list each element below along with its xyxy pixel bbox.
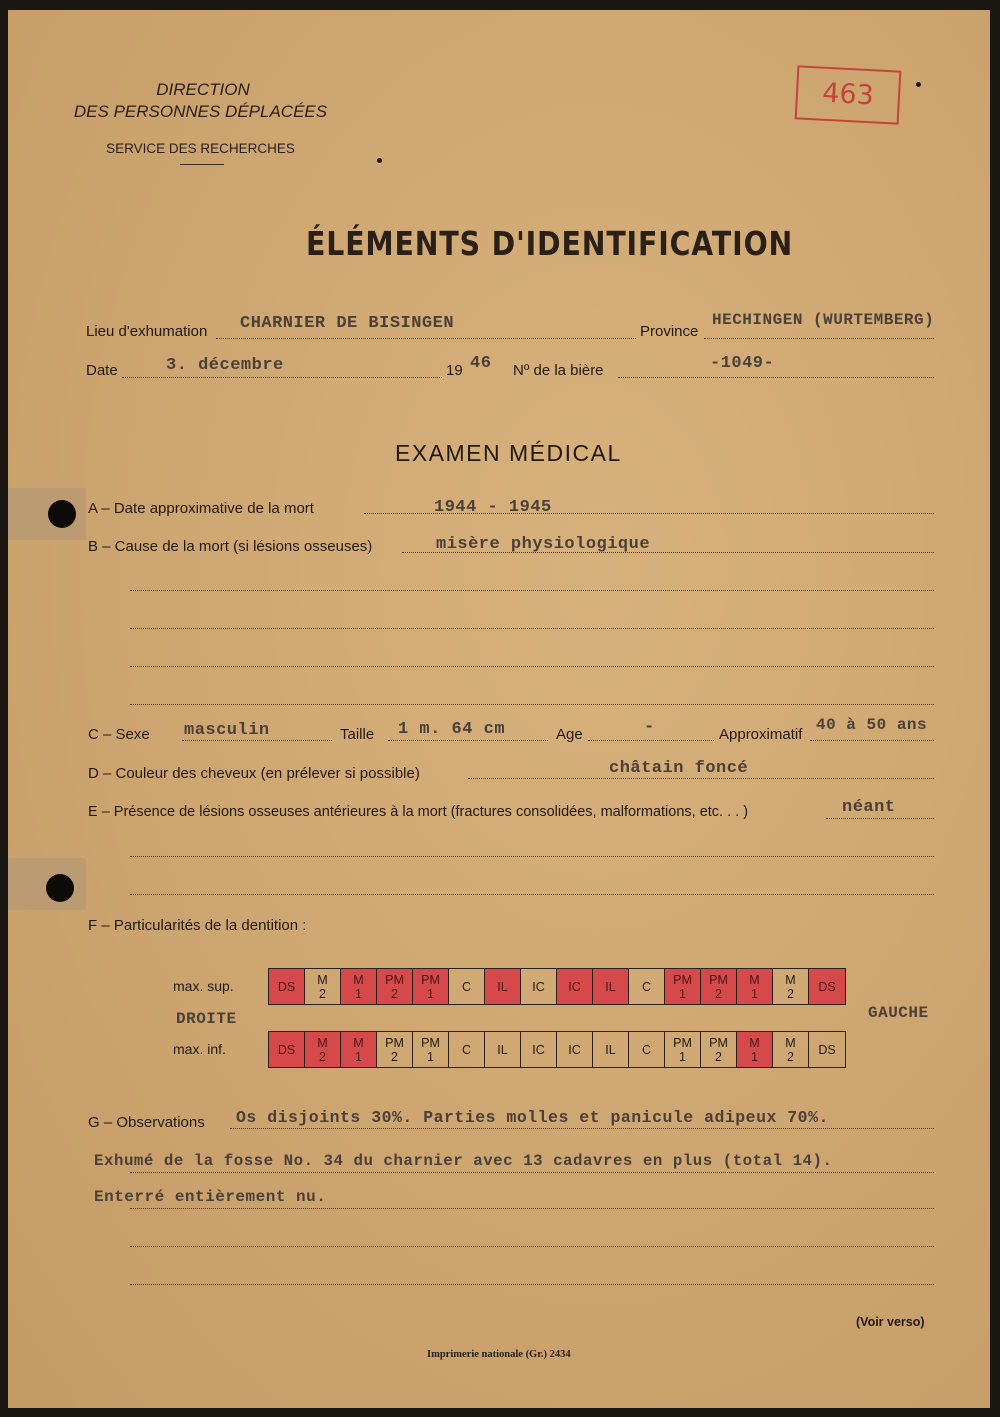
tooth-code: M [317, 1035, 328, 1050]
lower-tooth [485, 1032, 521, 1067]
lower-tooth [809, 1032, 845, 1067]
upper-teeth-row [268, 968, 846, 1005]
province-dotted-line [704, 338, 934, 339]
item-d-value: châtain foncé [609, 759, 749, 778]
tooth-number: 2 [319, 986, 326, 1001]
upper-tooth [449, 969, 485, 1004]
tooth-code: M [317, 972, 328, 987]
punch-hole-top [48, 500, 76, 528]
biere-dotted-line [618, 377, 934, 378]
item-g-extra-line [130, 1172, 934, 1173]
tooth-code: IC [532, 1042, 545, 1057]
tooth-code: IL [605, 1042, 616, 1057]
lower-teeth-row [268, 1031, 846, 1068]
item-c-taille-dotted-line [388, 740, 548, 741]
exam-title: EXAMEN MÉDICAL [395, 440, 622, 466]
voir-verso: (Voir verso) [856, 1315, 925, 1329]
max-sup-label: max. sup. [173, 978, 234, 994]
tooth-code: IL [497, 979, 508, 994]
item-d-label: D – Couleur des cheveux (en prélever si possible) [88, 765, 420, 782]
upper-tooth [269, 969, 305, 1004]
tooth-number: 1 [751, 986, 758, 1001]
item-b-extra-line [130, 666, 934, 667]
droite-label: DROITE [176, 1010, 237, 1028]
year-prefix: 19 [446, 362, 463, 379]
header-divider [180, 164, 224, 165]
tooth-number: 2 [787, 1049, 794, 1064]
observations-line-3: Enterré entièrement nu. [94, 1188, 327, 1206]
tooth-code: PM [709, 1035, 728, 1050]
item-c-age-label: Age [556, 726, 583, 743]
tooth-number: 1 [427, 1049, 434, 1064]
upper-tooth [305, 969, 341, 1004]
item-g-extra-line [130, 1284, 934, 1285]
upper-tooth [773, 969, 809, 1004]
item-c-sexe-value: masculin [184, 721, 270, 740]
item-d-dotted-line [468, 778, 934, 779]
lower-tooth [521, 1032, 557, 1067]
observations-line-2: Exhumé de la fosse No. 34 du charnier avec 13 cadavres en plus (total 14). [94, 1152, 833, 1170]
max-inf-label: max. inf. [173, 1041, 226, 1057]
tooth-number: 2 [319, 1049, 326, 1064]
tooth-code: C [641, 1042, 652, 1057]
ink-speck [377, 158, 382, 163]
tooth-code: C [641, 979, 652, 994]
upper-tooth [377, 969, 413, 1004]
date-value: 3. décembre [166, 356, 284, 375]
date-label: Date [86, 362, 118, 379]
upper-tooth [557, 969, 593, 1004]
tooth-code: DS [277, 1042, 296, 1057]
item-c-age-dotted-line [588, 740, 714, 741]
lower-tooth [557, 1032, 593, 1067]
tooth-code: PM [421, 972, 440, 987]
tooth-code: IC [568, 979, 581, 994]
lower-tooth [773, 1032, 809, 1067]
item-g-extra-line [130, 1208, 934, 1209]
tooth-number: 1 [679, 1049, 686, 1064]
item-b-label: B – Cause de la mort (si lésions osseuses) [88, 538, 373, 555]
lower-tooth [449, 1032, 485, 1067]
tooth-code: M [785, 972, 796, 987]
tooth-code: M [353, 1035, 364, 1050]
item-e-dotted-line [826, 818, 934, 819]
ink-speck [916, 82, 921, 87]
lower-tooth [701, 1032, 737, 1067]
item-c-approx-dotted-line [810, 740, 934, 741]
item-e-label: E – Présence de lésions osseuses antérieures à la mort (fractures consolidées, malformations, etc. . . ) [88, 804, 749, 820]
tooth-code: IC [532, 979, 545, 994]
upper-tooth [413, 969, 449, 1004]
item-g-dotted-line [230, 1128, 934, 1129]
item-c-approx-label: Approximatif [719, 726, 803, 743]
tooth-number: 1 [355, 986, 362, 1001]
item-b-value: misère physiologique [436, 535, 651, 554]
upper-tooth [341, 969, 377, 1004]
form-sheet [8, 10, 990, 1408]
observations-line-1: Os disjoints 30%. Parties molles et panicule adipeux 70%. [236, 1108, 829, 1127]
tooth-number: 2 [715, 986, 722, 1001]
stamp-number: 463 [795, 65, 902, 124]
item-a-value: 1944 - 1945 [434, 498, 552, 517]
tooth-number: 1 [679, 986, 686, 1001]
item-a-label: A – Date approximative de la mort [88, 500, 314, 517]
lower-tooth [737, 1032, 773, 1067]
upper-tooth [701, 969, 737, 1004]
item-b-extra-line [130, 590, 934, 591]
lower-tooth [341, 1032, 377, 1067]
item-e-extra-line [130, 856, 934, 857]
tooth-code: DS [818, 979, 836, 994]
tooth-code: PM [421, 1035, 440, 1050]
biere-value: -1049- [710, 354, 775, 373]
item-c-approx-value: 40 à 50 ans [816, 716, 928, 734]
tooth-number: 1 [751, 1049, 758, 1064]
lower-tooth [665, 1032, 701, 1067]
upper-tooth [737, 969, 773, 1004]
item-f-label: F – Particularités de la dentition : [88, 917, 307, 934]
tooth-number: 2 [715, 1049, 722, 1064]
lower-tooth [269, 1032, 305, 1067]
lieu-dotted-line [216, 338, 636, 339]
header-service: SERVICE DES RECHERCHES [106, 141, 295, 156]
punch-hole-bottom [46, 874, 74, 902]
item-c-sexe-dotted-line [182, 740, 332, 741]
item-c-taille-value: 1 m. 64 cm [398, 720, 506, 739]
tooth-code: DS [818, 1042, 836, 1057]
tooth-code: IL [605, 979, 616, 994]
header-direction: DIRECTION [156, 80, 250, 99]
lower-tooth [305, 1032, 341, 1067]
upper-tooth [485, 969, 521, 1004]
lieu-label: Lieu d'exhumation [86, 323, 208, 340]
tooth-number: 2 [391, 986, 398, 1001]
tooth-number: 2 [391, 1049, 398, 1064]
item-c-taille-label: Taille [340, 726, 375, 743]
lower-tooth [593, 1032, 629, 1067]
tooth-code: M [749, 972, 760, 987]
tooth-code: PM [385, 972, 404, 987]
province-value: HECHINGEN (WURTEMBERG) [712, 311, 935, 329]
tooth-code: IL [497, 1042, 508, 1057]
upper-tooth [629, 969, 665, 1004]
upper-tooth [809, 969, 845, 1004]
lieu-value: CHARNIER DE BISINGEN [240, 314, 455, 333]
tooth-number: 2 [787, 986, 794, 1001]
item-c-age-value: - [644, 718, 655, 737]
page-title: ÉLÉMENTS D'IDENTIFICATION [306, 224, 794, 263]
upper-tooth [593, 969, 629, 1004]
printer-imprint: Imprimerie nationale (Gr.) 2434 [427, 1349, 571, 1360]
province-label: Province [640, 323, 699, 340]
date-dotted-line [122, 377, 442, 378]
tooth-code: M [353, 972, 364, 987]
upper-tooth [521, 969, 557, 1004]
tooth-code: C [461, 1042, 472, 1057]
tooth-code: PM [385, 1035, 404, 1050]
lower-tooth [413, 1032, 449, 1067]
item-c-sexe-label: C – Sexe [88, 726, 150, 743]
header-personnes-deplacees: DES PERSONNES DÉPLACÉES [73, 102, 328, 121]
lower-tooth [377, 1032, 413, 1067]
tooth-code: M [749, 1035, 760, 1050]
tooth-code: PM [709, 972, 728, 987]
biere-label: Nº de la bière [513, 362, 604, 379]
item-b-extra-line [130, 628, 934, 629]
upper-tooth [665, 969, 701, 1004]
item-e-value: néant [842, 798, 896, 817]
item-b-extra-line [130, 704, 934, 705]
item-g-extra-line [130, 1246, 934, 1247]
tooth-code: C [461, 979, 472, 994]
lower-tooth [629, 1032, 665, 1067]
item-e-extra-line [130, 894, 934, 895]
year-value: 46 [470, 354, 492, 373]
item-g-label: G – Observations [88, 1114, 205, 1131]
tooth-number: 1 [355, 1049, 362, 1064]
tooth-code: PM [673, 1035, 692, 1050]
tooth-code: DS [277, 979, 296, 994]
tooth-number: 1 [427, 986, 434, 1001]
tooth-code: PM [673, 972, 692, 987]
tooth-code: IC [568, 1042, 581, 1057]
tooth-code: M [785, 1035, 796, 1050]
gauche-label: GAUCHE [868, 1004, 929, 1022]
